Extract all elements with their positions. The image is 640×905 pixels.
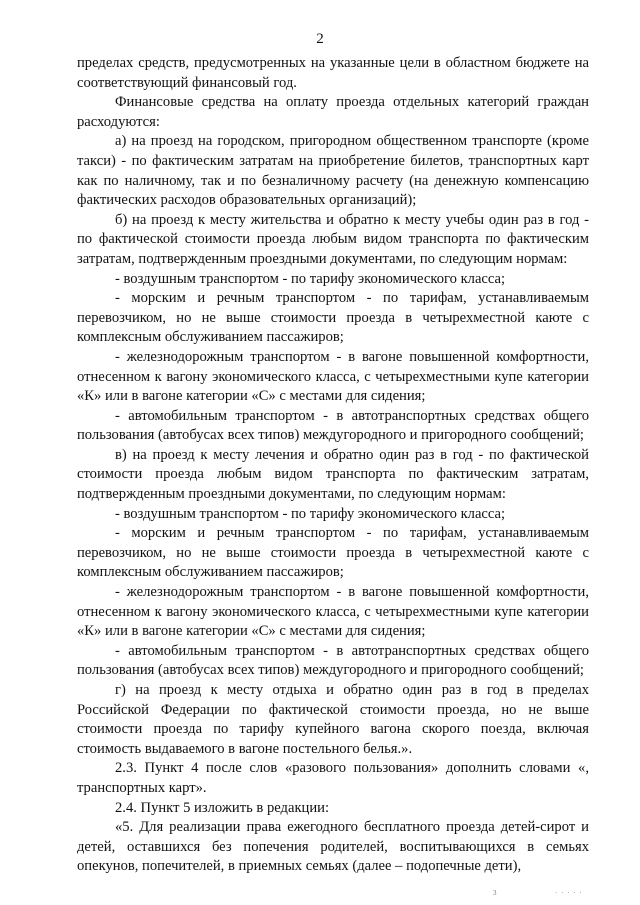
footer-fragment: 3 bbox=[493, 889, 498, 897]
paragraph: 2.3. Пункт 4 после слов «разового пользования» дополнить словами «, транспортных карт». bbox=[77, 760, 589, 796]
paragraph: б) на проезд к месту жительства и обратно к месту учебы один раз в год - по фактической стоимости проезда любым видом транспорта по фактическим затратам, подтвержденным проездными документами, по следующим нормам: bbox=[77, 211, 589, 267]
paragraph: 2.4. Пункт 5 изложить в редакции: bbox=[115, 799, 330, 816]
paragraph: - автомобильным транспортом - в автотранспортных средствах общего пользования (автобусах всех типов) междугородного и пригородного сообщений; bbox=[77, 407, 589, 444]
paragraph: в) на проезд к месту лечения и обратно один раз в год - по фактической стоимости проезда любым видом транспорта по фактическим затратам, подтвержденным проездными документами, по следующим нормам: bbox=[77, 446, 589, 503]
paragraph: - воздушным транспортом - по тарифу экономического класса; bbox=[115, 270, 506, 287]
paragraph: - автомобильным транспортом - в автотранспортных средствах общего пользования (автобусах всех типов) междугородного и пригородного сообщений; bbox=[77, 642, 589, 679]
paragraph: а) на проезд на городском, пригородном общественном транспорте (кроме такси) - по фактическим затратам на приобретение билетов, транспортных карт как по наличному, так и по безналичному расчету (на денежную компенсацию фактических расходов образовательных организаций); bbox=[77, 133, 589, 209]
paragraph: Финансовые средства на оплату проезда отдельных категорий граждан расходуются: bbox=[77, 94, 589, 130]
paragraph: пределах средств, предусмотренных на указанные цели в областном бюджете на соответствующий финансовый год. bbox=[77, 55, 589, 91]
footer-fragment: · · · · · bbox=[555, 889, 583, 897]
page-number: 2 bbox=[316, 31, 324, 47]
paragraph: «5. Для реализации права ежегодного бесплатного проезда детей-сирот и детей, оставшихся без попечения родителей, воспитывающихся в семьях опекунов, попечителей, в приемных семьях (далее – подопечные дети), bbox=[77, 819, 589, 875]
document-body bbox=[77, 54, 589, 877]
paragraph: - морским и речным транспортом - по тарифам, устанавливаемым перевозчиком, но не выше стоимости проезда в четырехместной каюте с комплексным обслуживанием пассажиров; bbox=[77, 290, 589, 346]
paragraph: - железнодорожным транспортом - в вагоне повышенной комфортности, отнесенном к вагону экономического класса, с четырехместными купе категории «К» или в вагоне категории «С» с местами для сидения; bbox=[77, 348, 589, 405]
paragraph: - морским и речным транспортом - по тарифам, устанавливаемым перевозчиком, но не выше стоимости проезда в четырехместной каюте с комплексным обслуживанием пассажиров; bbox=[77, 525, 589, 581]
paragraph: - воздушным транспортом - по тарифу экономического класса; bbox=[115, 505, 506, 522]
paragraph: - железнодорожным транспортом - в вагоне повышенной комфортности, отнесенном к вагону экономического класса, с четырехместными купе категории «К» или в вагоне категории «С» с местами для сидения; bbox=[77, 584, 589, 640]
paragraph: г) на проезд к месту отдыха и обратно один раз в год в пределах Российской Федерации по фактической стоимости проезда, но не выше стоимости проезда по тарифу купейного вагона скорого поезда, включая стоимость выдаваемого в вагоне постельного белья.». bbox=[77, 682, 589, 757]
